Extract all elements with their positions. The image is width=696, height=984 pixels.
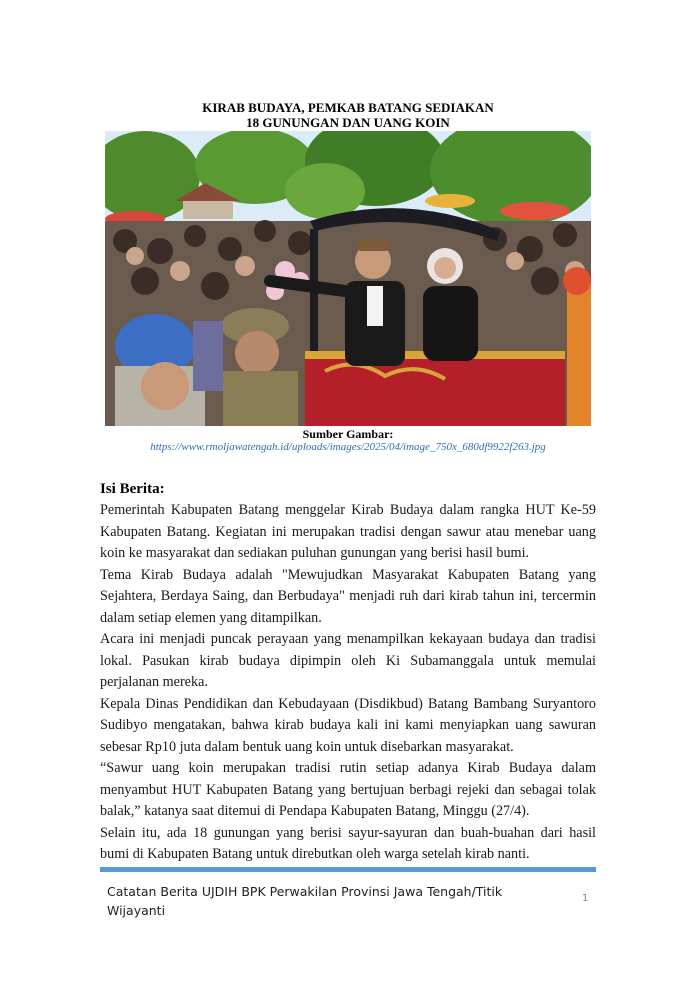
paragraph-5: “Sawur uang koin merupakan tradisi rutin setiap adanya Kirab Budaya dalam menyambut HUT Kabupaten Batang yang bertujuan berbagi rejeki dan sebagai tolak balak,” katanya saat ditemui di Pendapa Kabupaten Batang, Minggu (27/4). (100, 760, 596, 819)
title-line-2: 18 GUNUNGAN DAN UANG KOIN (246, 115, 450, 130)
paragraph-3: Acara ini menjadi puncak perayaan yang menampilkan kekayaan budaya dan tradisi lokal. Pasukan kirab budaya dipimpin oleh Ki Subamanggala untuk memulai perjalanan mereka. (100, 631, 596, 690)
article-body (100, 500, 596, 866)
article-title (100, 100, 596, 130)
photo-source-url[interactable]: https://www.rmoljawatengah.id/uploads/images/2025/04/image_750x_680df9922f263.jpg (150, 441, 546, 453)
paragraph-1: Pemerintah Kabupaten Batang menggelar Kirab Budaya dalam rangka HUT Ke-59 Kabupaten Batang. Kegiatan ini merupakan tradisi dengan sawur atau menebar uang koin ke masyarakat dan sediakan puluhan gunungan yang berisi hasil bumi. (100, 502, 596, 561)
section-heading: Isi Berita: (100, 481, 165, 497)
footer-text: Catatan Berita UJDIH BPK Perwakilan Provinsi Jawa Tengah/Titik Wijayanti (107, 884, 503, 918)
photo-source-label: Sumber Gambar: (302, 427, 394, 441)
page-number: 1 (582, 893, 589, 904)
title-line-1: KIRAB BUDAYA, PEMKAB BATANG SEDIAKAN (202, 100, 494, 115)
paragraph-2: Tema Kirab Budaya adalah "Mewujudkan Masyarakat Kabupaten Batang yang Sejahtera, Berdaya Saing, dan Berbudaya" menjadi ruh dari kirab tahun ini, tercermin dalam setiap elemen yang ditampilkan. (100, 566, 596, 626)
footer-divider (100, 867, 596, 872)
paragraph-6: Selain itu, ada 18 gunungan yang berisi sayur-sayuran dan buah-buahan dari hasil bumi di Kabupaten Batang untuk direbutkan oleh warga setelah kirab nanti. (100, 824, 596, 862)
paragraph-4: Kepala Dinas Pendidikan dan Kebudayaan (Disdikbud) Batang Bambang Suryantoro Sudibyo mengatakan, bahwa kirab budaya kali ini kami menyiapkan uang sawuran sebesar Rp10 juta dalam bentuk uang koin untuk disebarkan masyarakat. (100, 695, 596, 755)
news-photo (105, 131, 591, 426)
